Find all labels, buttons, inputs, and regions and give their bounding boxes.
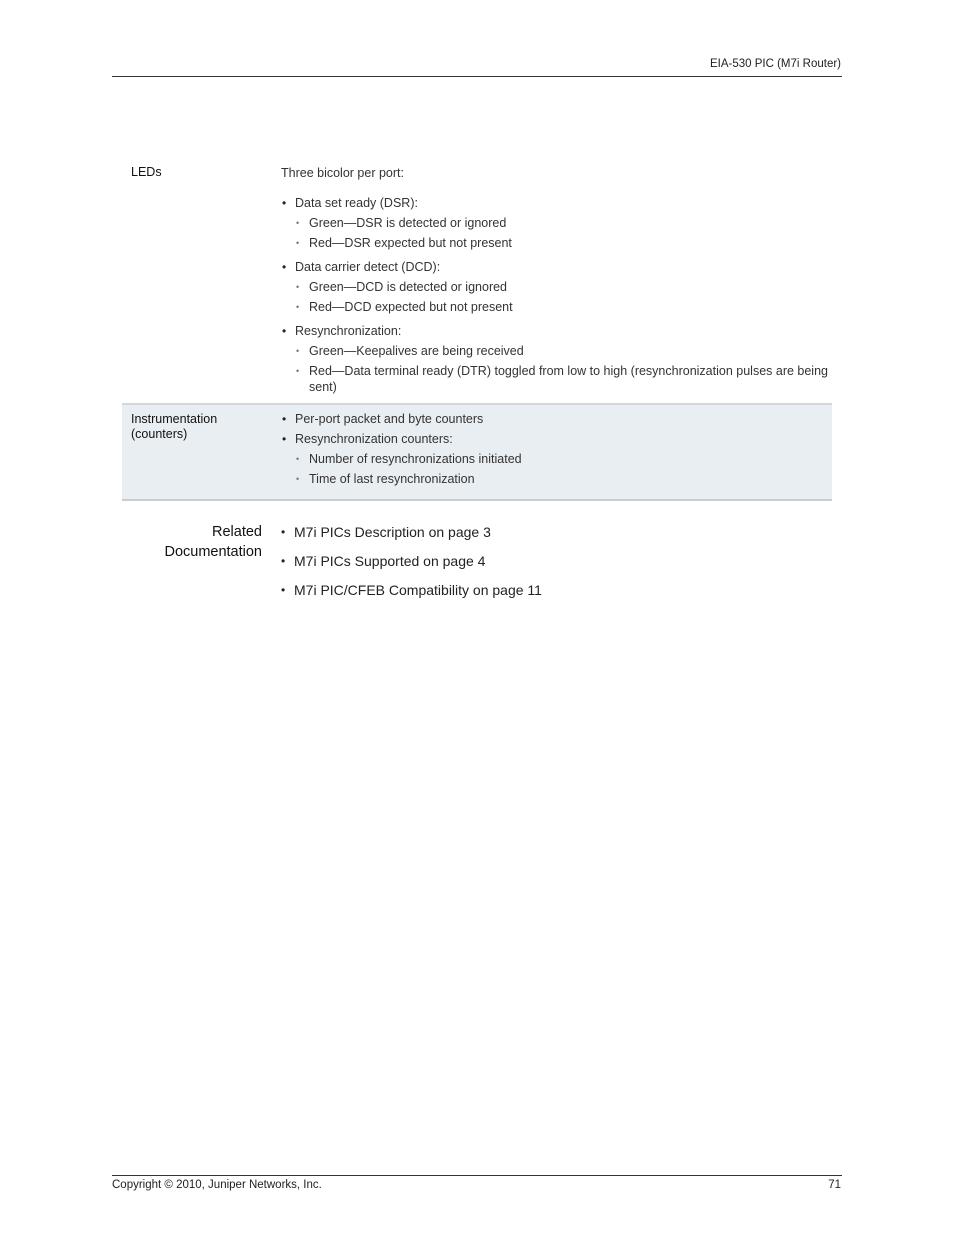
related-link[interactable]: M7i PICs Description on page 3 [294,524,491,540]
list-item [280,522,542,542]
leds-list [281,195,832,395]
list-item-text: Data carrier detect (DCD): [295,260,441,274]
footer-page-number: 71 [828,1179,841,1191]
related-links [262,522,542,609]
spec-content-instrumentation [281,411,832,487]
footer-copyright: Copyright © 2010, Juniper Networks, Inc. [112,1179,322,1191]
spec-table [122,155,832,501]
sub-item: • Green—DCD is detected or ignored [295,279,832,295]
sub-item: • Red—Data terminal ready (DTR) toggled from low to high (resynchronization pulses are being sent) [295,363,832,395]
sub-item: • Red—DSR expected but not present [295,235,832,251]
spec-label-instrumentation [122,411,281,487]
sub-item: • Red—DCD expected but not present [295,299,832,315]
sub-list-resync-counters [295,451,832,487]
list-item [280,580,542,600]
spec-content-leds [281,165,832,395]
sub-item: • Time of last resynchronization [295,471,832,487]
instrumentation-list [281,411,832,487]
list-item-resync [281,323,832,395]
spec-row-leds [122,155,832,403]
label-line: (counters) [131,427,188,441]
spec-label-leds: LEDs [131,165,162,179]
list-item-resync-counters [281,431,832,487]
page-header-title: EIA-530 PIC (M7i Router) [709,58,841,70]
sub-item: • Number of resynchronizations initiated [295,451,832,467]
list-item-text: Resynchronization counters: [295,432,453,446]
header-rule [112,76,842,77]
label-line: Related [212,524,262,540]
spec-row-instrumentation [122,403,832,501]
sub-list-resync [295,343,832,395]
list-item-text: Data set ready (DSR): [295,196,418,210]
sub-list-dsr [295,215,832,251]
related-link[interactable]: M7i PICs Supported on page 4 [294,553,486,569]
list-item [280,551,542,571]
label-line: Instrumentation [131,412,218,426]
list-item-dsr [281,195,832,251]
label-line: Documentation [164,544,262,560]
sub-item: • Green—Keepalives are being received [295,343,832,359]
related-link[interactable]: M7i PIC/CFEB Compatibility on page 11 [294,582,542,598]
list-item-counters: • Per-port packet and byte counters [281,411,832,427]
footer-rule [112,1175,842,1176]
related-documentation [122,522,832,609]
related-label [122,522,262,609]
leds-intro: Three bicolor per port: [281,166,404,180]
sub-list-dcd [295,279,832,315]
list-item-text: Resynchronization: [295,324,402,338]
sub-item: • Green—DSR is detected or ignored [295,215,832,231]
list-item-dcd [281,259,832,315]
